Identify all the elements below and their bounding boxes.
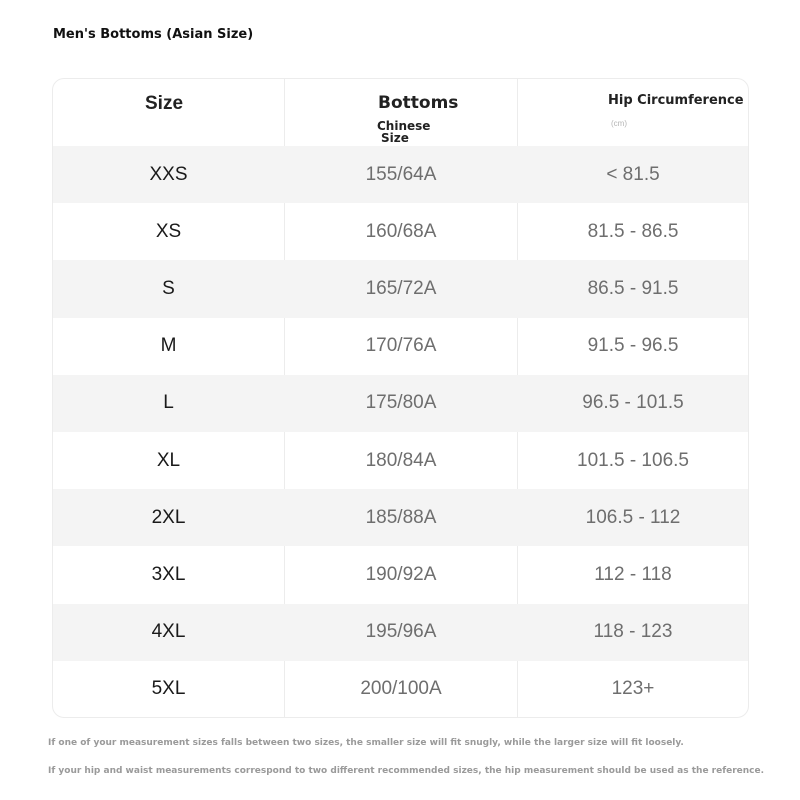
table-row — [53, 260, 748, 317]
header-chinese-line2: Size — [381, 131, 409, 145]
table-row — [53, 489, 748, 546]
cell-hip: 81.5 - 86.5 — [587, 220, 679, 242]
cell-hip: 101.5 - 106.5 — [577, 449, 689, 471]
table-row — [53, 318, 748, 375]
table-row — [53, 375, 748, 432]
cell-size: L — [163, 392, 174, 414]
cell-chinese-size: 200/100A — [360, 678, 442, 700]
header-chinese-size — [377, 120, 430, 144]
cell-size: 4XL — [151, 621, 186, 643]
cell-chinese-size: 155/64A — [365, 163, 437, 185]
cell-hip: 123+ — [611, 678, 655, 700]
table-body — [53, 146, 748, 718]
cell-chinese-size: 160/68A — [365, 220, 437, 242]
cell-chinese-size: 190/92A — [365, 563, 437, 585]
cell-chinese-size: 180/84A — [365, 449, 437, 471]
header-chinese-line1: Chinese — [377, 119, 431, 133]
header-bottoms: Bottoms — [378, 93, 459, 113]
cell-size: M — [160, 335, 177, 357]
size-table — [52, 78, 749, 718]
header-hip: Hip Circumference — [608, 93, 744, 108]
cell-size: XXS — [149, 163, 188, 185]
cell-hip: 112 - 118 — [594, 563, 672, 585]
header-unit: (cm) — [611, 119, 627, 128]
table-row — [53, 432, 748, 489]
cell-chinese-size: 165/72A — [365, 277, 437, 299]
cell-chinese-size: 185/88A — [365, 506, 437, 528]
cell-size: XL — [156, 449, 181, 471]
cell-hip: 91.5 - 96.5 — [587, 335, 679, 357]
cell-chinese-size: 175/80A — [365, 392, 437, 414]
table-row — [53, 661, 748, 718]
cell-size: 3XL — [151, 563, 186, 585]
cell-chinese-size: 170/76A — [365, 335, 437, 357]
cell-chinese-size: 195/96A — [365, 621, 437, 643]
cell-size: S — [162, 277, 175, 299]
table-row — [53, 604, 748, 661]
cell-size: 5XL — [151, 678, 186, 700]
table-row — [53, 546, 748, 603]
table-row — [53, 203, 748, 260]
cell-size: XS — [155, 220, 182, 242]
cell-hip: < 81.5 — [606, 163, 660, 185]
fit-note: If one of your measurement sizes falls between two sizes, the smaller size will fit snugly, while the larger size will fit loosely. — [48, 738, 684, 748]
cell-hip: 96.5 - 101.5 — [582, 392, 684, 414]
cell-hip: 118 - 123 — [593, 621, 673, 643]
page-title: Men's Bottoms (Asian Size) — [53, 27, 254, 42]
table-header — [53, 79, 748, 146]
cell-hip: 106.5 - 112 — [585, 506, 681, 528]
cell-size: 2XL — [151, 506, 186, 528]
reference-note: If your hip and waist measurements correspond to two different recommended sizes, the hip measurement should be used as the reference. — [48, 766, 765, 776]
header-size: Size — [145, 93, 184, 114]
cell-hip: 86.5 - 91.5 — [587, 277, 679, 299]
table-row — [53, 146, 748, 203]
